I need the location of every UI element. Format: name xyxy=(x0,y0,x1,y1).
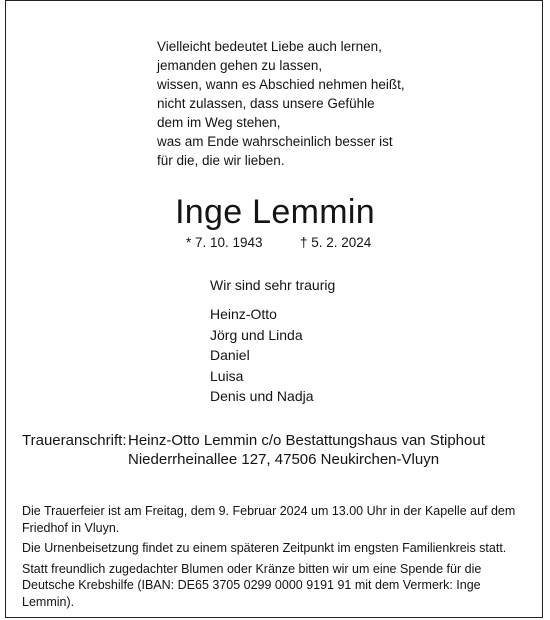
poem-line: dem im Weg stehen, xyxy=(157,115,281,130)
mourning-address xyxy=(128,431,485,469)
notices-block xyxy=(22,503,534,614)
address-line-2: Niederrheinallee 127, 47506 Neukirchen-Vluyn xyxy=(128,451,440,468)
birth-date: * 7. 10. 1943 xyxy=(186,235,263,250)
mourner-name: Daniel xyxy=(210,347,250,363)
mourner-name: Heinz-Otto xyxy=(210,306,277,322)
urn-notice: Die Urnenbeisetzung findet zu einem späteren Zeitpunkt im engsten Familienkreis statt. xyxy=(22,541,507,555)
poem-line: was am Ende wahrscheinlich besser ist xyxy=(157,134,393,149)
address-label: Traueranschrift: xyxy=(22,432,127,449)
mourners-intro: Wir sind sehr traurig xyxy=(210,277,336,293)
deceased-name: Inge Lemmin xyxy=(175,193,375,231)
poem-line: nicht zulassen, dass unsere Gefühle xyxy=(157,96,375,111)
poem-line: wissen, wann es Abschied nehmen heißt, xyxy=(157,77,405,92)
poem xyxy=(157,37,405,170)
poem-line: Vielleicht bedeutet Liebe auch lernen, xyxy=(157,39,382,54)
donation-notice: Statt freundlich zugedachter Blumen oder Kränze bitten wir um eine Spende für die Deutsche Krebshilfe (IBAN: DE65 3705 0299 0000 9191 91 mit dem Vermerk: Inge Lemmin). xyxy=(22,561,482,609)
poem-line: jemanden gehen zu lassen, xyxy=(157,58,323,73)
ceremony-notice: Die Trauerfeier ist am Freitag, dem 9. Februar 2024 um 13.00 Uhr in der Kapelle auf dem Friedhof in Vluyn. xyxy=(22,504,516,535)
mourner-name: Jörg und Linda xyxy=(210,326,303,343)
poem-line: für die, die wir lieben. xyxy=(157,153,285,168)
mourner-name: Luisa xyxy=(210,367,244,384)
mourners-block xyxy=(210,276,335,407)
mourner-name: Denis und Nadja xyxy=(210,388,314,404)
death-date: † 5. 2. 2024 xyxy=(300,235,372,250)
address-line-1: Heinz-Otto Lemmin c/o Bestattungshaus van Stiphout xyxy=(128,432,485,449)
